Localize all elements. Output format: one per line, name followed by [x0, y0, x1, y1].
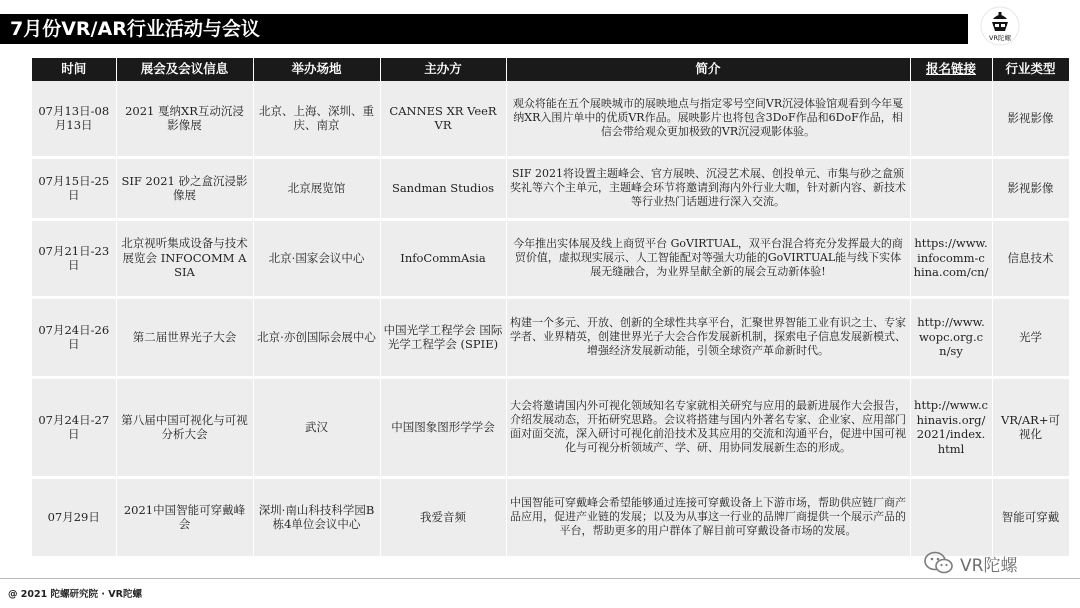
cell-organizer: InfoCommAsia: [380, 219, 506, 297]
cell-industry: 信息技术: [992, 219, 1069, 297]
gyro-logo-icon: [974, 6, 1026, 48]
cell-event: SIF 2021 砂之盒沉浸影像展: [116, 157, 253, 219]
column-header-event: 展会及会议信息: [116, 58, 253, 81]
cell-event: 第八届中国可视化与可视分析大会: [116, 377, 253, 477]
cell-link[interactable]: https://www.infocomm-china.com/cn/: [910, 219, 992, 297]
cell-intro: SIF 2021将设置主题峰会、官方展映、沉浸艺术展、创投单元、市集与砂之盒颁奖礼等六个主单元，主题峰会环节将邀请到海内外行业大咖，针对新内容、新技术等行业热门话题进行深入交流。: [506, 157, 910, 219]
cell-link: [910, 157, 992, 219]
column-header-venue: 举办场地: [253, 58, 380, 81]
cell-industry: 智能可穿戴: [992, 477, 1069, 557]
cell-link: [910, 81, 992, 157]
footer-divider: [0, 578, 1080, 579]
cell-time: 07月13日-08月13日: [32, 81, 116, 157]
cell-venue: 北京·国家会议中心: [253, 219, 380, 297]
cell-venue: 北京展览馆: [253, 157, 380, 219]
column-header-intro: 简介: [506, 58, 910, 81]
table-row: [32, 297, 1069, 377]
cell-industry: VR/AR+可视化: [992, 377, 1069, 477]
cell-industry: 光学: [992, 297, 1069, 377]
cell-industry: 影视影像: [992, 81, 1069, 157]
table-row: [32, 377, 1069, 477]
cell-time: 07月21日-23日: [32, 219, 116, 297]
watermark: [924, 548, 1017, 578]
cell-industry: 影视影像: [992, 157, 1069, 219]
cell-event: 2021 戛纳XR互动沉浸影像展: [116, 81, 253, 157]
cell-event: 北京视听集成设备与技术展览会 INFOCOMM ASIA: [116, 219, 253, 297]
cell-intro: 今年推出实体展及线上商贸平台 GoVIRTUAL，双平台混合将充分发挥最大的商贸价值，虚拟现实展示、人工智能配对等强大功能的GoVIRTUAL能与线下实体展无缝融合，为业界呈献全新的展会互动新体验!: [506, 219, 910, 297]
cell-time: 07月24日-26日: [32, 297, 116, 377]
table-row: [32, 219, 1069, 297]
cell-organizer: 我爱音频: [380, 477, 506, 557]
wechat-icon: [924, 550, 954, 576]
table-row: [32, 477, 1069, 557]
column-header-time: 时间: [32, 58, 116, 81]
cell-intro: 观众将能在五个展映城市的展映地点与指定零号空间VR沉浸体验馆观看到今年戛纳XR入围片单中的优质VR作品。展映影片也将包含3DoF作品和6DoF作品，相信会带给观众更加极致的VR沉浸观影体验。: [506, 81, 910, 157]
page-title: 7月份VR/AR行业活动与会议: [10, 18, 260, 40]
cell-organizer: Sandman Studios: [380, 157, 506, 219]
cell-organizer: CANNES XR VeeR VR: [380, 81, 506, 157]
cell-venue: 深圳·南山科技科学园B栋4单位会议中心: [253, 477, 380, 557]
column-header-link: 报名链接: [910, 58, 992, 81]
footer-copyright: @ 2021 陀螺研究院 · VR陀螺: [8, 589, 142, 600]
logo-text: VR陀螺: [989, 34, 1011, 42]
cell-intro: 构建一个多元、开放、创新的全球性共享平台，汇聚世界智能工业有识之士、专家学者、业界精英，创建世界光子大会合作发展新机制，探索电子信息发展新模式、增强经济发展新动能，引领全球资产革命新时代。: [506, 297, 910, 377]
table-row: [32, 157, 1069, 219]
column-header-organizer: 主办方: [380, 58, 506, 81]
cell-link: [910, 477, 992, 557]
cell-event: 2021中国智能可穿戴峰会: [116, 477, 253, 557]
cell-link[interactable]: http://www.chinavis.org/2021/index.html: [910, 377, 992, 477]
cell-event: 第二届世界光子大会: [116, 297, 253, 377]
column-header-industry: 行业类型: [992, 58, 1069, 81]
cell-venue: 北京·亦创国际会展中心: [253, 297, 380, 377]
watermark-text: VR陀螺: [960, 555, 1018, 576]
table-row: [32, 81, 1069, 157]
events-table: [32, 58, 1070, 559]
title-bar: [0, 14, 968, 44]
cell-venue: 北京、上海、深圳、重庆、南京: [253, 81, 380, 157]
cell-organizer: 中国图象图形学学会: [380, 377, 506, 477]
cell-link[interactable]: http://www.wopc.org.cn/sy: [910, 297, 992, 377]
cell-time: 07月15日-25日: [32, 157, 116, 219]
cell-intro: 中国智能可穿戴峰会希望能够通过连接可穿戴设备上下游市场，帮助供应链厂商产品应用，促进产业链的发展；以及为从事这一行业的品牌厂商提供一个展示产品的平台，帮助更多的用户群体了解目前可穿戴设备市场的发展。: [506, 477, 910, 557]
cell-intro: 大会将邀请国内外可视化领域知名专家就相关研究与应用的最新进展作大会报告，介绍发展动态，开拓研究思路。会议将搭建与国内外著名专家、企业家、应用部门面对面交流，深入研讨可视化前沿技术及其应用的交流和沟通平台，促进中国可视化与可视分析领域产、学、研、用协同发展新生态的形成。: [506, 377, 910, 477]
cell-venue: 武汉: [253, 377, 380, 477]
table-header-row: [32, 58, 1069, 81]
cell-time: 07月29日: [32, 477, 116, 557]
cell-time: 07月24日-27日: [32, 377, 116, 477]
logo: [974, 6, 1026, 48]
cell-organizer: 中国光学工程学会 国际光学工程学会 (SPIE): [380, 297, 506, 377]
